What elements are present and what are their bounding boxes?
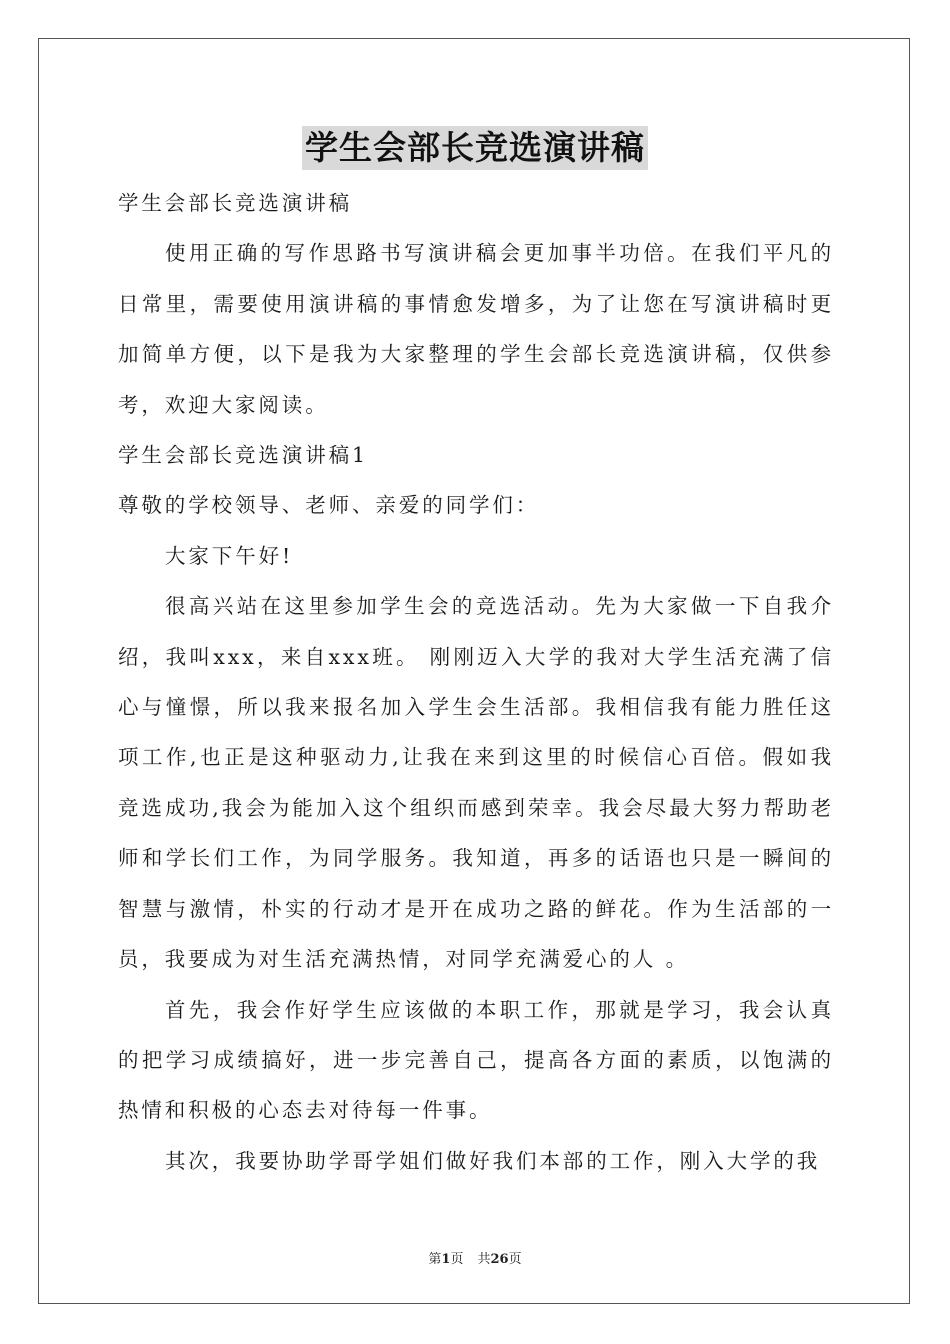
document-body [118,178,834,1186]
intro-paragraph: 使用正确的写作思路书写演讲稿会更加事半功倍。在我们平凡的日常里，需要使用演讲稿的事情愈发增多，为了让您在写演讲稿时更加简单方便，以下是我为大家整理的学生会部长竞选演讲稿，仅供参考，欢迎大家阅读。 [118,241,834,417]
current-page-number: 1 [441,1252,451,1267]
salutation-line: 尊敬的学校领导、老师、亲爱的同学们： [118,493,540,518]
greeting-line: 大家下午好! [165,543,294,568]
body-paragraph: 其次，我要协助学哥学姐们做好我们本部的工作，刚入大学的我 [165,1148,821,1173]
page-prefix: 第 [428,1252,442,1267]
body-paragraph: 首先，我会作好学生应该做的本职工作，那就是学习，我会认真的把学习成绩搞好，进一步完善自己，提高各方面的素质，以饱满的热情和积极的心态去对待每一件事。 [118,997,834,1123]
total-prefix: 共 [477,1252,491,1267]
page-footer [0,1248,950,1267]
page-suffix: 页 [450,1252,464,1267]
total-suffix: 页 [508,1252,522,1267]
total-page-count: 26 [490,1252,509,1267]
title-container [0,126,950,170]
section-heading: 学生会部长竞选演讲稿1 [118,443,368,468]
subtitle-line: 学生会部长竞选演讲稿 [118,191,352,215]
document-title: 学生会部长竞选演讲稿 [302,126,648,170]
body-paragraph: 很高兴站在这里参加学生会的竞选活动。先为大家做一下自我介绍，我叫xxx，来自xxx班。 刚刚迈入大学的我对大学生活充满了信心与憧憬，所以我来报名加入学生会生活部。我相信我有能力胜任这项工作,也正是这种驱动力,让我在来到这里的时候信心百倍。假如我竞选成功,我会为能加入这个组织而感到荣幸。我会尽最大努力帮助老师和学长们工作，为同学服务。我知道，再多的话语也只是一瞬间的智慧与激情，朴实的行动才是开在成功之路的鲜花。作为生活部的一员，我要成为对生活充满热情，对同学充满爱心的人 。 [118,594,834,972]
